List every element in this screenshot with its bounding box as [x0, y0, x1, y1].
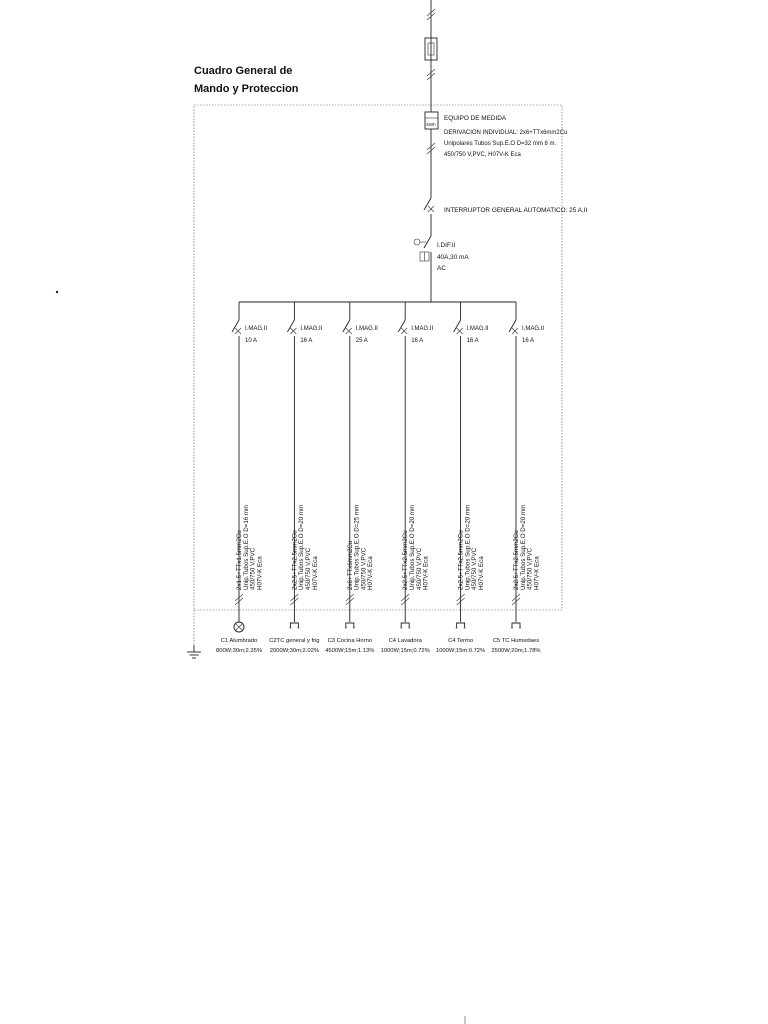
breaker-type-label: I.MAG.II — [355, 326, 378, 332]
cable-spec — [458, 505, 485, 590]
cable-spec-line: H07V-K Eca — [311, 556, 319, 590]
title-line-2: Mando y Proteccion — [194, 83, 299, 95]
cable-spec-line: 2x1.5+TTx1.5mm2Cu — [236, 530, 243, 590]
diagram-title — [194, 65, 299, 95]
socket-icon — [289, 623, 299, 628]
circuit-name: C4 Lavadora — [388, 638, 422, 644]
circuit-specs: 1000W;15m;0.72% — [380, 648, 430, 654]
socket-icon — [456, 623, 466, 628]
cable-spec-line: 2x2.5+TTx2.5mm2Cu — [402, 530, 410, 590]
breaker-switch-icon — [398, 320, 405, 332]
breaker-rating-label: 16 A — [411, 338, 424, 344]
cable-spec-line: Unip.Tubos Sup.E.O D=20 mm — [464, 504, 472, 590]
breaker-rating-label: 16 A — [466, 338, 479, 344]
circuit-name: C3 Cocina Horno — [327, 638, 373, 644]
cable-spec-line: 450/750 V,PVC — [415, 547, 423, 590]
circuit-name: C5 TC Humedaes — [492, 638, 540, 644]
circuit-4 — [381, 302, 434, 654]
circuit-name: C2TC general y frig — [269, 638, 320, 644]
breaker-switch-icon — [232, 320, 239, 332]
cable-spec-line: Unip.Tubos Sup.E.O D=25 mm — [353, 504, 361, 590]
cable-spec — [402, 505, 429, 590]
breaker-rating-label: 16 A — [522, 338, 535, 344]
circuit-2 — [269, 302, 322, 654]
incoming-feeder — [425, 0, 437, 112]
circuit-specs: 4500W;15m;1.13% — [325, 648, 375, 654]
socket-icon — [400, 623, 410, 628]
circuit-specs: 800W;30m;2.35% — [216, 648, 262, 654]
cable-spec — [236, 505, 263, 590]
cable-spec-line: H07V-K Eca — [367, 556, 375, 590]
meter-symbol: kWh — [426, 122, 436, 127]
circuit-6 — [491, 302, 544, 654]
circuit-name: C4 Termo — [448, 638, 474, 644]
breaker-type-label: I.MAG.II — [411, 326, 434, 332]
cable-spec-line: Unip.Tubos Sup.E.O D=20 mm — [409, 504, 416, 590]
circuit-branches — [216, 302, 544, 654]
cable-spec-line: 2x2.5+TTx2.5mm2Cu — [457, 530, 465, 590]
breaker-switch-icon — [454, 320, 461, 332]
breaker-type-label: I.MAG.II — [300, 326, 323, 332]
breaker-type-label: I.MAG.II — [245, 326, 268, 332]
cable-spec-line: Unip.Tubos Sup.E.O D=20 mm — [519, 504, 527, 590]
differential-line-3: AC — [437, 265, 446, 272]
lamp-icon — [234, 622, 244, 632]
cable-spec — [347, 505, 374, 590]
derivation-line-2: Unipolares Tubos Sup.E.O D=32 mm 8 m. — [444, 141, 557, 147]
circuit-5 — [436, 302, 489, 654]
cable-spec-line: 450/750 V,PVC — [249, 547, 257, 590]
scan-dot — [56, 291, 58, 293]
breaker-switch-icon — [287, 320, 294, 332]
cable-spec-line: 2x2.5+TTx2.5mm2Cu — [291, 530, 299, 590]
cable-spec-line: Unip.Tubos Sup.E.O D=20 mm — [298, 504, 306, 590]
cable-spec-line: 2x2.5+TTx2.5mm2Cu — [513, 530, 520, 590]
circuit-name: C1 Alumbrado — [220, 638, 258, 644]
cable-spec-line: H07V-K Eca — [478, 556, 485, 590]
breaker-rating-label: 16 A — [300, 338, 313, 344]
meter-label: EQUIPO DE MEDIDA — [444, 115, 507, 122]
breaker-rating-label: 10 A — [245, 338, 258, 344]
cable-spec-line: 450/750 V,PVC — [305, 547, 312, 590]
breaker-switch-icon — [509, 320, 516, 332]
circuit-specs: 2000W;30m;2.02% — [269, 648, 320, 654]
title-line-1: Cuadro General de — [194, 65, 293, 77]
breaker-type-label: I.MAG.II — [466, 326, 489, 332]
differential-switch — [414, 236, 469, 302]
cable-spec-line: 450/750 V,PVC — [471, 547, 479, 590]
earth-connection — [187, 610, 201, 658]
socket-icon — [345, 623, 355, 628]
cable-spec-line: Unip.Tubos Sup.E.O D=16 mm — [242, 504, 250, 590]
cable-spec-line: H07V-K Eca — [256, 556, 264, 590]
cable-spec-line: H07V-K Eca — [422, 556, 430, 590]
cable-spec-line: 450/750 V,PVC — [360, 547, 368, 590]
cable-spec — [513, 505, 540, 590]
breaker-switch-icon — [343, 320, 350, 332]
main-breaker-label: INTERRUPTOR GENERAL AUTOMATICO: 25 A,II — [444, 207, 588, 214]
cable-spec-line: 2x6+TTx6mm2Cu — [346, 540, 354, 590]
socket-icon — [511, 623, 521, 628]
cable-spec-line: H07V-K Eca — [533, 556, 541, 590]
circuit-1 — [216, 302, 267, 654]
breaker-type-label: I.MAG.II — [522, 326, 545, 332]
circuit-specs: 2500W;20m;1.78% — [491, 648, 541, 654]
derivation-line-1: DERIVACION INDIVIDUAL: 2x6+TTx6mm2Cu — [444, 130, 568, 136]
circuit-3 — [325, 302, 378, 654]
cable-spec-line: 450/750 V,PVC — [526, 547, 534, 590]
breaker-rating-label: 25 A — [355, 338, 368, 344]
energy-meter — [425, 112, 567, 158]
differential-line-2: 40A,30 mA — [437, 254, 469, 261]
derivation-line-3: 450/750 V,PVC, H07V-K Eca — [444, 152, 521, 158]
main-breaker — [424, 198, 587, 236]
circuit-specs: 1000W;15m;0.72% — [435, 648, 486, 654]
differential-line-1: I.DIF.II — [437, 242, 456, 249]
cable-spec — [291, 505, 318, 590]
